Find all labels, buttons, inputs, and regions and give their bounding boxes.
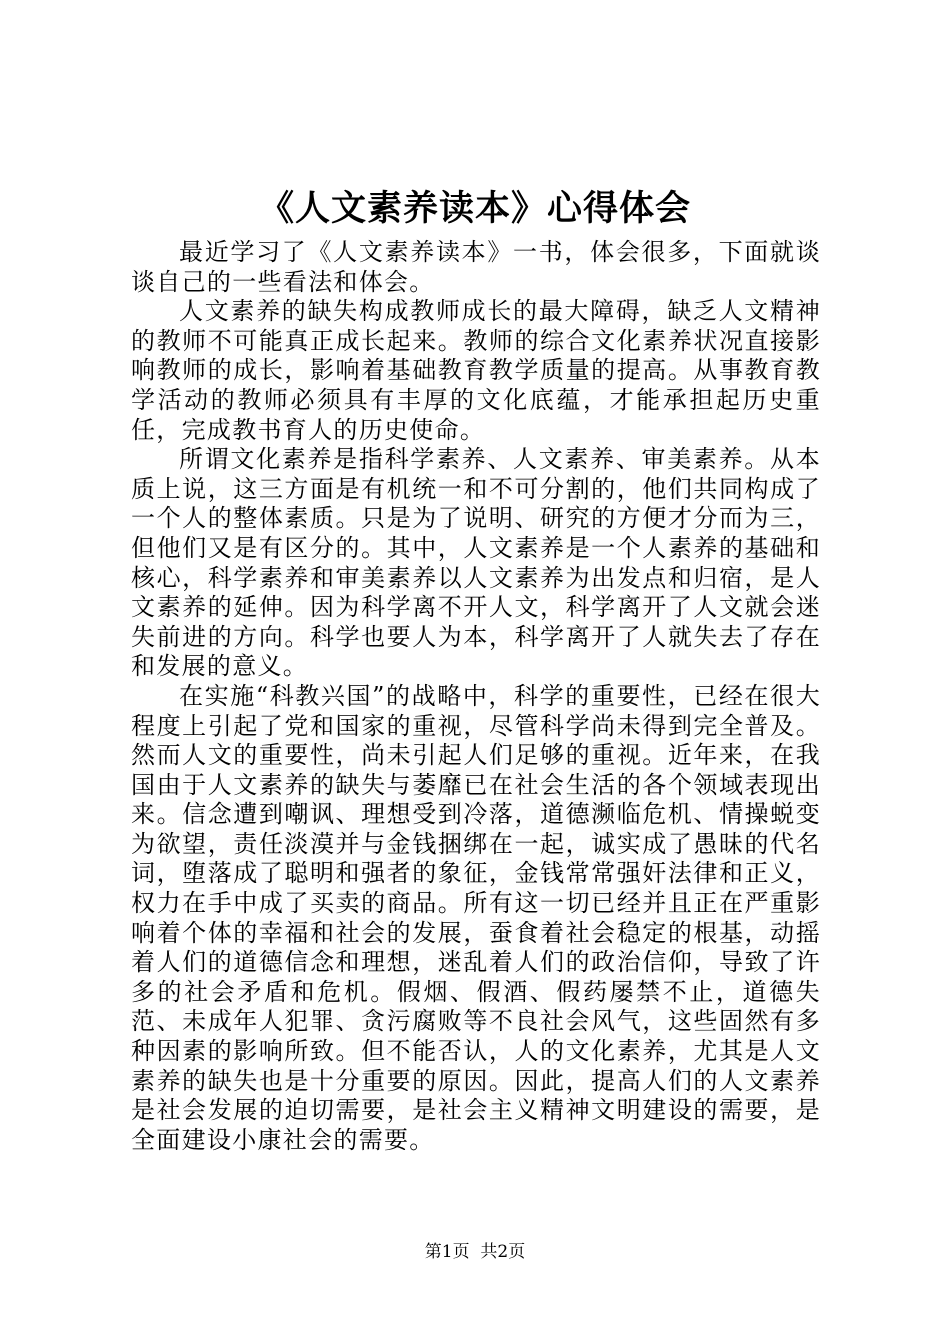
- page-total: 共2页: [480, 1242, 526, 1262]
- paragraph: 所谓文化素养是指科学素养、人文素养、审美素养。从本质上说，这三方面是有机统一和不可分割的，他们共同构成了一个人的整体素质。只是为了说明、研究的方便才分而为三，但他们又是有区分的。其中，人文素养是一个人素养的基础和核心，科学素养和审美素养以人文素养为出发点和归宿，是人文素养的延伸。因为科学离不开人文，科学离开了人文就会迷失前进的方向。科学也要人为本，科学离开了人就失去了存在和发展的意义。: [131, 445, 821, 681]
- document-title: 《人文素养读本》心得体会: [258, 189, 691, 229]
- paragraph: 最近学习了《人文素养读本》一书，体会很多，下面就谈谈自己的一些看法和体会。: [131, 238, 821, 296]
- footer-spacer: [470, 1242, 481, 1262]
- paragraph: 人文素养的缺失构成教师成长的最大障碍，缺乏人文精神的教师不可能真正成长起来。教师的综合文化素养状况直接影响教师的成长，影响着基础教育教学质量的提高。从事教育教学活动的教师必须具有丰厚的文化底蕴，才能承担起历史重任，完成教书育人的历史使命。: [131, 297, 821, 444]
- page-number: 第1页: [424, 1242, 470, 1262]
- paragraph: 在实施“科教兴国”的战略中，科学的重要性，已经在很大程度上引起了党和国家的重视，尽管科学尚未得到完全普及。然而人文的重要性，尚未引起人们足够的重视。近年来，在我国由于人文素养的缺失与萎靡已在社会生活的各个领域表现出来。信念遭到嘲讽、理想受到冷落，道德濒临危机、情操蜕变为欲望，责任淡漠并与金钱捆绑在一起，诚实成了愚昧的代名词，堕落成了聪明和强者的象征，金钱常常强奸法律和正义，权力在手中成了买卖的商品。所有这一切已经并且正在严重影响着个体的幸福和社会的发展，蚕食着社会稳定的根基，动摇着人们的道德信念和理想，迷乱着人们的政治信仰，导致了许多的社会矛盾和危机。假烟、假酒、假药屡禁不止，道德失范、未成年人犯罪、贪污腐败等不良社会风气，这些固然有多种因素的影响所致。但不能否认，人的文化素养，尤其是人文素养的缺失也是十分重要的原因。因此，提高人们的人文素养是社会发展的迫切需要，是社会主义精神文明建设的需要，是全面建设小康社会的需要。: [131, 681, 821, 1154]
- document-body: [131, 238, 821, 1155]
- page-footer: [0, 1240, 950, 1264]
